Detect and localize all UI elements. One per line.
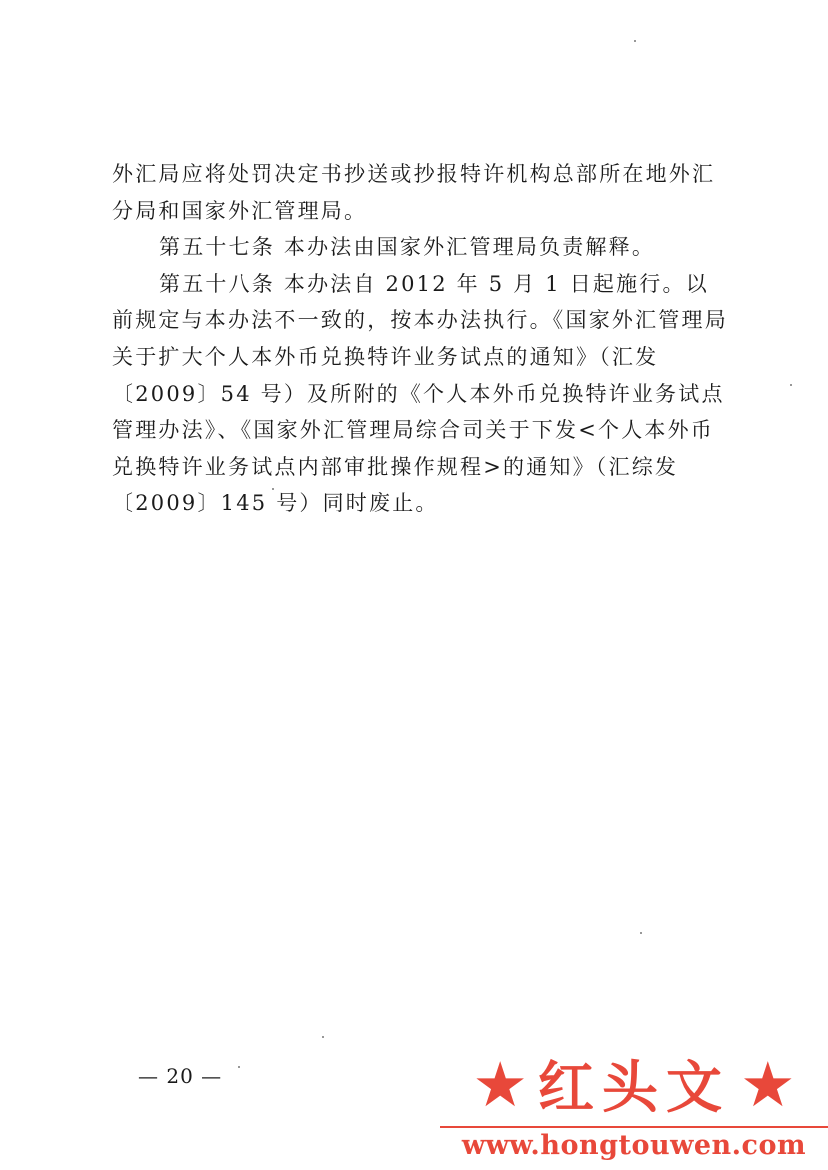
hongtouwen-watermark [440,1047,828,1170]
watermark-divider [440,1126,828,1128]
scan-speck [790,384,792,386]
document-body [112,156,730,522]
paragraph-continuation: 外汇局应将处罚决定书抄送或抄报特许机构总部所在地外汇分局和国家外汇管理局。 [112,162,716,223]
scan-speck [272,488,274,490]
watermark-brand-text: 红头文 [538,1056,730,1121]
watermark-title [440,1047,828,1121]
scan-speck [238,1066,240,1068]
star-icon: ★ [472,1047,528,1121]
star-icon: ★ [740,1047,796,1121]
scan-speck [640,932,642,934]
scan-speck [322,1036,324,1038]
watermark-url: www.hongtouwen.com [461,1130,807,1161]
paragraph-article-58: 第五十八条 本办法自 2012 年 5 月 1 日起施行。以前规定与本办法不一致的，按本办法执行。《国家外汇管理局关于扩大个人本外币兑换特许业务试点的通知》（汇发〔2009〕54 号）及所附的《个人本外币兑换特许业务试点管理办法》、《国家外汇管理局综合司关于下发<个人本外币兑换特许业务试点内部审批操作规程>的通知》（汇综发〔2009〕145 号）同时废止。 [112,271,728,516]
paragraph-article-57: 第五十七条 本办法由国家外汇管理局负责解释。 [159,235,656,260]
page-number: — 20 — [138,1064,223,1088]
scan-speck [634,40,636,42]
